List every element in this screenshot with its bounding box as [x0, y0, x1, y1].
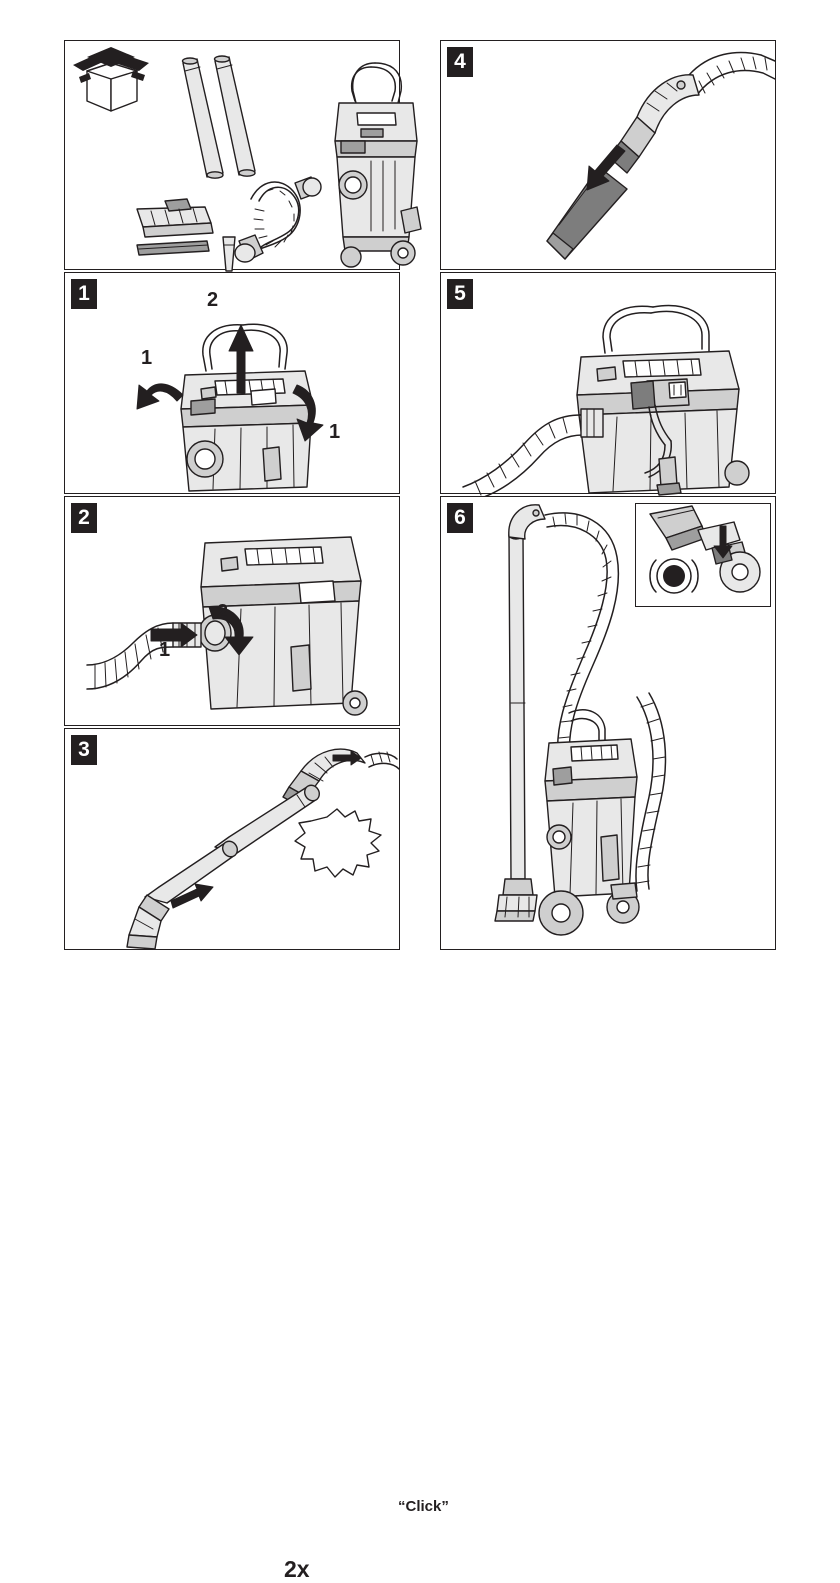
caster-wheel-detail — [698, 522, 760, 592]
floor-nozzle-assembled — [127, 895, 169, 949]
label-step3-click: “Click” — [398, 1498, 449, 1515]
suction-hose-icon — [235, 177, 321, 262]
label-step1-left: 1 — [141, 347, 153, 369]
panel-step-4 — [440, 40, 776, 270]
extension-tube-1 — [183, 58, 224, 178]
step-3-illustration — [65, 729, 399, 949]
parked-tube — [509, 531, 525, 879]
vacuum-cleaner-unit-icon — [335, 63, 421, 267]
parked-floor-nozzle — [495, 879, 537, 921]
inset-brake — [635, 503, 771, 607]
step-1-illustration — [65, 273, 399, 493]
step-badge-2: 2 — [71, 503, 97, 533]
step-4-illustration — [441, 41, 775, 269]
step-badge-4: 4 — [447, 47, 473, 77]
panel-step-2 — [64, 496, 400, 726]
squeegee-insert-icon — [137, 241, 209, 255]
hose-stub — [365, 752, 399, 769]
brake-lock-icon — [650, 559, 698, 593]
caster-brake-detail — [636, 504, 770, 606]
carton-box-icon — [73, 47, 149, 111]
label-step1-lift: 2 — [207, 289, 219, 311]
bent-hose-handle — [609, 75, 699, 173]
step-5-illustration — [441, 273, 775, 493]
step-2-illustration — [65, 497, 399, 725]
foot-icon — [650, 506, 706, 550]
unpacking-illustration — [65, 41, 399, 269]
step-badge-3: 3 — [71, 735, 97, 765]
label-step1-right: 1 — [329, 421, 341, 443]
panel-step-1 — [64, 272, 400, 494]
hose-loop — [545, 513, 618, 765]
label-step3-quantity: 2x — [284, 1556, 310, 1582]
panel-step-5 — [440, 272, 776, 494]
bent-handle-top — [509, 505, 545, 539]
floor-nozzle-icon — [137, 199, 213, 237]
click-starburst — [295, 809, 381, 877]
hose-step5 — [463, 415, 583, 501]
label-step2-turn: 2 — [217, 601, 229, 623]
step-badge-6: 6 — [447, 503, 473, 533]
extension-tube-2 — [215, 56, 256, 176]
panel-step-6 — [440, 496, 776, 950]
crevice-nozzle-step4 — [547, 167, 627, 259]
arrow-latch-left — [137, 384, 183, 409]
step-badge-5: 5 — [447, 279, 473, 309]
hose-corrugated-top — [689, 52, 775, 95]
step-badge-1: 1 — [71, 279, 97, 309]
hose-right-down — [636, 693, 666, 891]
panel-unpacking — [64, 40, 400, 270]
crevice-nozzle-icon — [223, 237, 235, 271]
panel-step-3 — [64, 728, 449, 1582]
label-step2-push: 1 — [159, 639, 171, 661]
